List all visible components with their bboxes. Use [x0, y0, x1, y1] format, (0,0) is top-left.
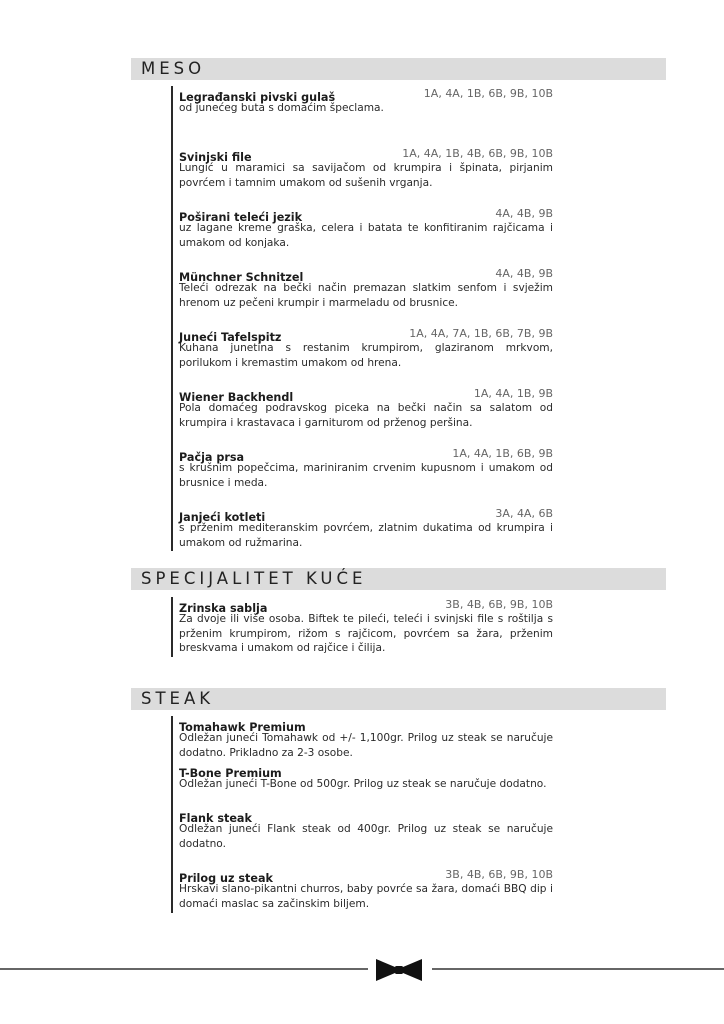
menu-item	[179, 762, 553, 807]
section-specijalitet	[131, 568, 666, 657]
item-description: Teleći odrezak na bečki način premazan slatkim senfom i svježim hrenom uz pečeni krumpir i marmeladu od brusnice.	[179, 282, 553, 309]
menu-item	[179, 266, 553, 326]
item-name: Juneći Tafelspitz	[179, 331, 282, 344]
menu-item	[179, 716, 553, 762]
item-description: s krušnim popečcima, mariniranim crvenim kupusnom i umakom od brusnice i meda.	[179, 462, 553, 489]
menu-item	[179, 446, 553, 506]
item-description: Odležan juneći T-Bone od 500gr. Prilog uz steak se naručuje dodatno.	[179, 778, 547, 790]
item-description: Odležan juneći Tomahawk od +/- 1,100gr. Prilog uz steak se naručuje dodatno. Prikladno za 2-3 osobe.	[179, 732, 553, 759]
allergen-codes: 3B, 4B, 6B, 9B, 10B	[445, 598, 553, 611]
item-name: Zrinska sablja	[179, 602, 268, 615]
item-description: s prženim mediteranskim povrćem, zlatnim dukatima od krumpira i umakom od ružmarina.	[179, 522, 553, 549]
item-name: Wiener Backhendl	[179, 391, 294, 404]
item-description: uz lagane kreme graška, celera i batata te konfitiranim rajčicama i umakom od konjaka.	[179, 222, 553, 249]
item-name: Svinjski file	[179, 151, 252, 164]
allergen-codes: 1A, 4A, 1B, 9B	[473, 387, 553, 400]
menu-item	[179, 86, 553, 146]
item-description: Za dvoje ili više osoba. Biftek te pileći, teleći i svinjski file s roštilja s prženim krumpirom, rižom s rajčicom, povrćem sa žara, prženim breskvama i umakom od rajčice i čilija.	[179, 613, 553, 654]
menu-item	[179, 867, 553, 913]
footer-divider-left	[0, 968, 368, 970]
allergen-codes: 1A, 4A, 7A, 1B, 6B, 7B, 9B	[409, 327, 553, 340]
item-description: Kuhana junetina s restanim krumpirom, glaziranom mrkvom, porilukom i kremastim umakom od hrena.	[179, 342, 553, 369]
menu-item	[179, 506, 553, 551]
allergen-codes: 4A, 4B, 9B	[495, 267, 553, 280]
item-name: T-Bone Premium	[179, 767, 282, 780]
section-title: STEAK	[131, 688, 666, 710]
item-name: Prilog uz steak	[179, 872, 273, 885]
section-title: SPECIJALITET KUĆE	[131, 568, 666, 590]
item-name: Pačja prsa	[179, 451, 245, 464]
allergen-codes: 1A, 4A, 1B, 6B, 9B	[452, 447, 553, 460]
allergen-codes: 4A, 4B, 9B	[495, 207, 553, 220]
item-name: Tomahawk Premium	[179, 721, 306, 734]
section-meso	[131, 58, 666, 551]
menu-item	[179, 206, 553, 266]
menu-item	[179, 807, 553, 867]
item-name: Legrađanski pivski gulaš	[179, 91, 336, 104]
allergen-codes: 3B, 4B, 6B, 9B, 10B	[445, 868, 553, 881]
item-description: Pola domaćeg podravskog piceka na bečki način sa salatom od krumpira i krastavaca i garniturom od prženog peršina.	[179, 402, 553, 429]
item-list	[171, 597, 553, 657]
item-description: Hrskavi slano-pikantni churros, baby povrće sa žara, domaći BBQ dip i domaći maslac sa začinskim biljem.	[179, 883, 553, 910]
item-description: Lungić u maramici sa savijačom od krumpira i špinata, pirjanim povrćem i tamnim umakom od sušenih vrganja.	[179, 162, 553, 189]
item-name: Janjeći kotleti	[179, 511, 266, 524]
item-description: od junećeg buta s domaćim špeclama.	[179, 102, 384, 114]
allergen-codes: 1A, 4A, 1B, 4B, 6B, 9B, 10B	[402, 147, 553, 160]
item-name: Poširani teleći jezik	[179, 211, 303, 224]
menu-item	[179, 146, 553, 206]
allergen-codes: 1A, 4A, 1B, 6B, 9B, 10B	[423, 87, 553, 100]
footer-divider-right	[432, 968, 724, 970]
allergen-codes: 3A, 4A, 6B	[495, 507, 553, 520]
section-title: MESO	[131, 58, 666, 80]
item-list	[171, 86, 553, 551]
section-steak	[131, 688, 666, 913]
menu-item	[179, 326, 553, 386]
bow-tie-icon	[375, 958, 423, 982]
menu-item	[179, 386, 553, 446]
item-list	[171, 716, 553, 913]
item-name: Münchner Schnitzel	[179, 271, 304, 284]
item-name: Flank steak	[179, 812, 252, 825]
item-description: Odležan juneći Flank steak od 400gr. Prilog uz steak se naručuje dodatno.	[179, 823, 553, 850]
menu-item	[179, 597, 553, 657]
